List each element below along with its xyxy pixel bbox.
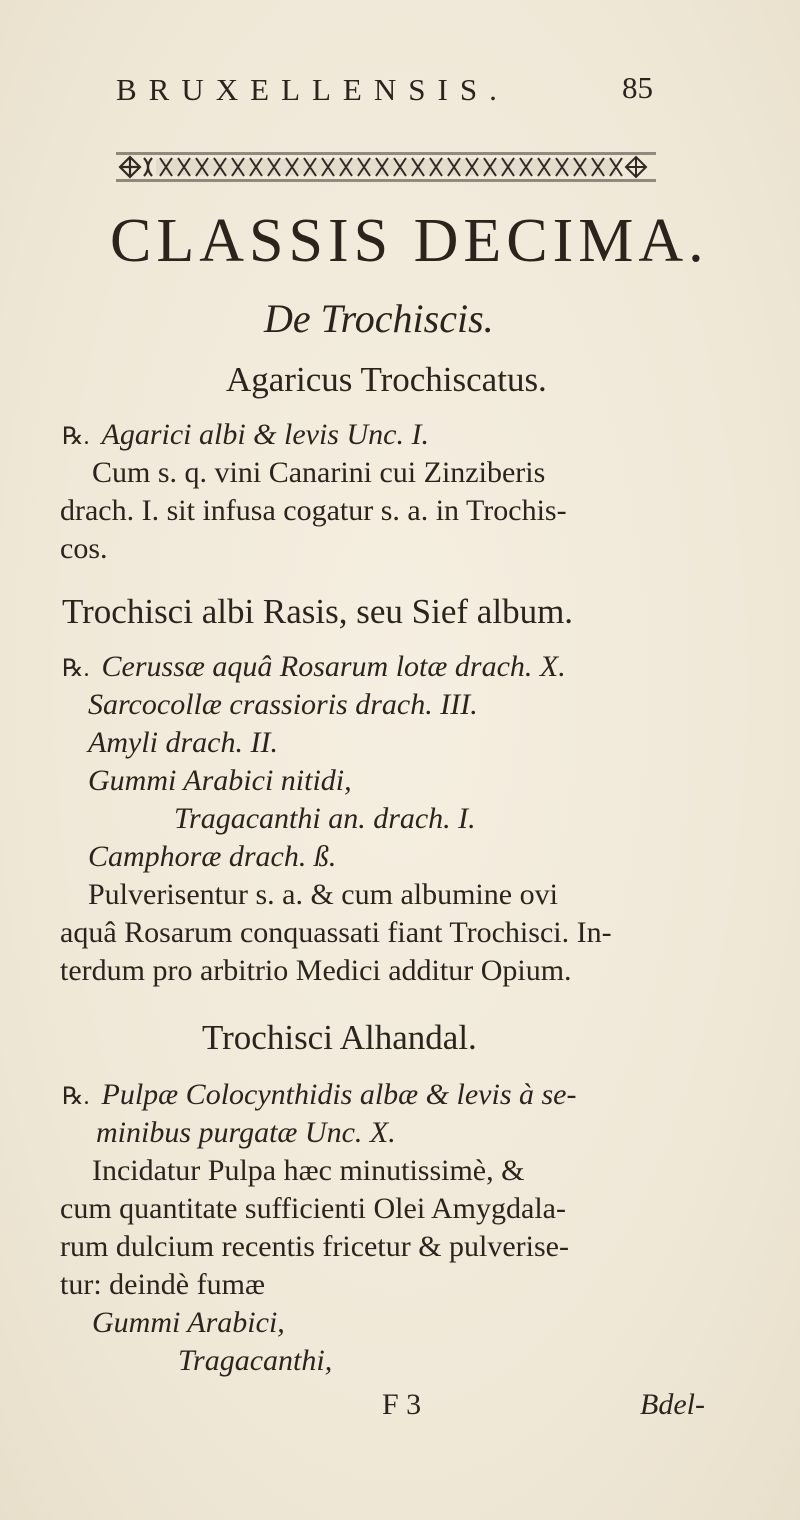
catchword: Bdel- [640,1388,705,1421]
recipe-line: Camphoræ drach. ß. [88,840,337,873]
signature-mark: F 3 [382,1388,422,1421]
rx-symbol-icon: ℞. [62,424,90,450]
recipe-line: Gummi Arabici, [92,1306,285,1339]
recipe-line: tur: deindè fumæ [60,1268,265,1301]
recipe-line: cos. [60,532,108,565]
recipe-line: rum dulcium recentis fricetur & pulverise- [60,1230,569,1263]
decorative-ornament-band [116,146,656,188]
rx-symbol-icon: ℞. [62,1084,90,1110]
recipe-line: Tragacanthi, [178,1344,333,1377]
recipe-heading: Agaricus Trochiscatus. [226,360,547,399]
recipe-line: Pulverisentur s. a. & cum albumine ovi [88,878,558,911]
recipe-line: aquâ Rosarum conquassati fiant Trochisci. In- [60,916,612,949]
recipe-line: ℞. Agarici albi & levis Unc. I. [62,418,429,451]
recipe-line: Amyli drach. II. [88,726,278,759]
section-heading: De Trochiscis. [264,296,494,341]
recipe-line: Incidatur Pulpa hæc minutissimè, & [92,1154,525,1187]
rx-symbol-icon: ℞. [62,656,90,682]
running-head: BRUXELLENSIS. [116,72,509,107]
recipe-line: Sarcocollæ crassioris drach. III. [88,688,478,721]
recipe-heading: Trochisci albi Rasis, seu Sief album. [62,592,574,631]
recipe-line: ℞. Pulpæ Colocynthidis albæ & levis à se- [62,1078,577,1111]
recipe-line: terdum pro arbitrio Medici additur Opium. [60,954,572,987]
recipe-line: ℞. Cerussæ aquâ Rosarum lotæ drach. X. [62,650,566,683]
recipe-heading: Trochisci Alhandal. [202,1018,477,1057]
recipe-line: minibus purgatæ Unc. X. [96,1116,396,1149]
recipe-line: drach. I. sit infusa cogatur s. a. in Trochis- [60,494,567,527]
recipe-line: cum quantitate sufficienti Olei Amygdala- [60,1192,566,1225]
recipe-line: Cum s. q. vini Canarini cui Zinziberis [92,456,546,489]
recipe-line: Gummi Arabici nitidi, [88,764,352,797]
recipe-line: Tragacanthi an. drach. I. [174,802,476,835]
class-heading: CLASSIS DECIMA. [110,207,709,275]
page-number: 85 [622,70,653,105]
